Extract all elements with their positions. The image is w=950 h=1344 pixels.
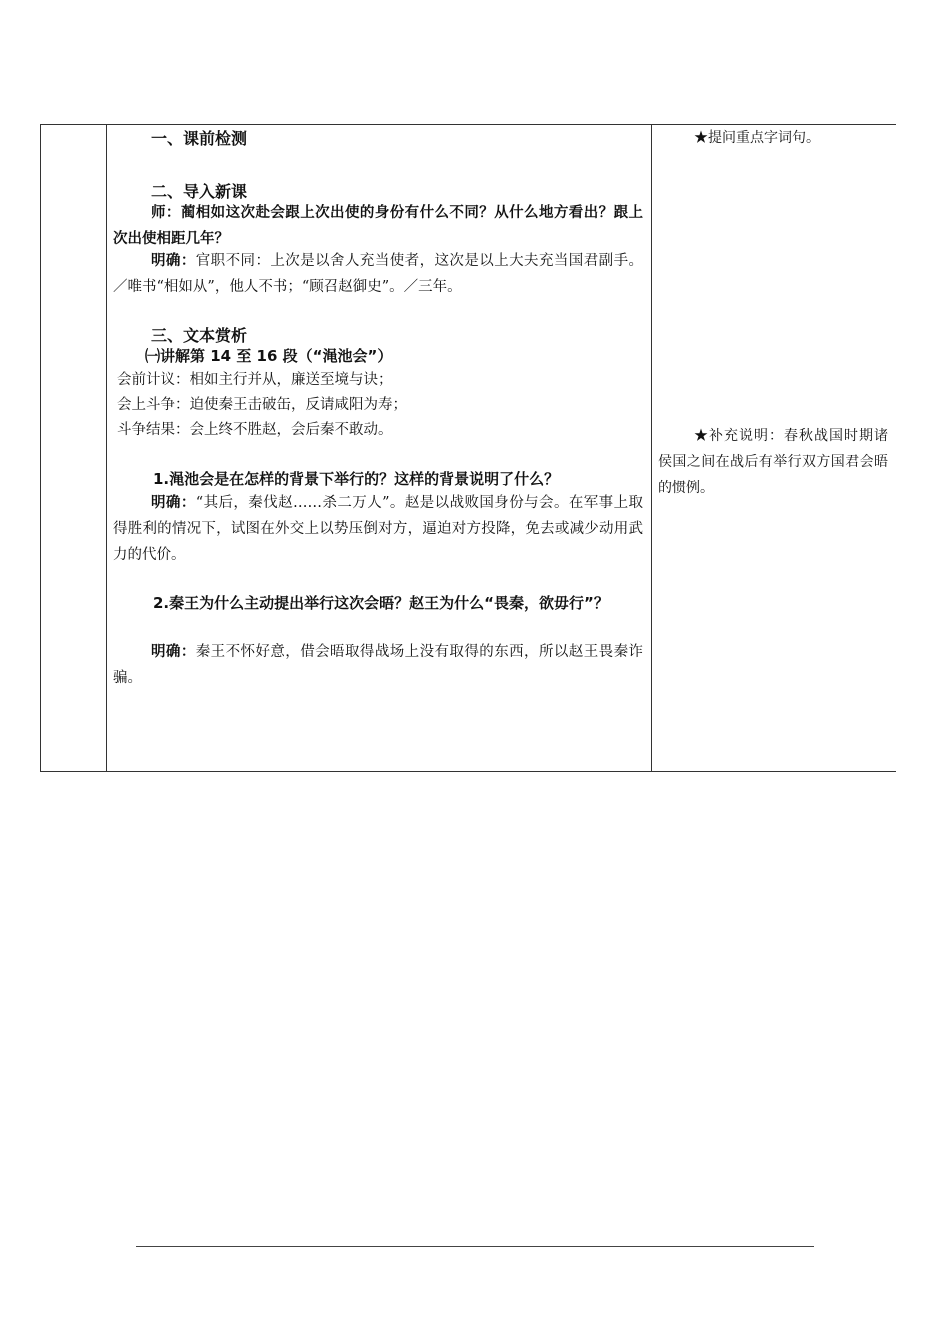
question-1: 1.渑池会是在怎样的背景下举行的？这样的背景说明了什么？ bbox=[153, 470, 560, 488]
question-2-text: 2.秦王为什么主动提出举行这次会晤？赵王为什么“畏秦，欲毋行”？ bbox=[153, 594, 609, 612]
summary-line-2: 会上斗争：迫使秦王击破缶，反请咸阳为寿； bbox=[117, 397, 407, 413]
subsection-title: ㈠讲解第 14 至 16 段（“渑池会”） bbox=[145, 347, 393, 365]
intro-answer bbox=[113, 248, 643, 300]
answer-label: 明确： bbox=[151, 495, 196, 511]
question-1-answer-text: “其后，秦伐赵……杀二万人”。赵是以战败国身份与会。在军事上取得胜利的情况下，试图在外交上以势压倒对方，逼迫对方投降，免去或减少动用武力的代价。 bbox=[113, 495, 644, 563]
column-divider-left bbox=[106, 125, 107, 771]
section-title-3: 三、文本赏析 bbox=[151, 326, 248, 345]
summary-line-1: 会前计议：相如主行并从，廉送至境与诀； bbox=[117, 372, 393, 388]
question-1-answer bbox=[113, 490, 643, 568]
footer-divider bbox=[136, 1246, 814, 1247]
summary-line-3: 斗争结果：会上终不胜赵，会后秦不敢动。 bbox=[117, 422, 393, 438]
answer-label: 明确： bbox=[151, 253, 196, 269]
teacher-label: 师： bbox=[151, 205, 181, 221]
side-note-1: ★提问重点字词句。 bbox=[694, 130, 820, 146]
column-divider-right bbox=[651, 125, 652, 771]
question-2-answer bbox=[113, 639, 643, 691]
side-note-2: ★补充说明：春秋战国时期诸侯国之间在战后有举行双方国君会晤的惯例。 bbox=[658, 428, 888, 496]
question-2 bbox=[113, 590, 643, 617]
intro-answer-text: 官职不同：上次是以舍人充当使者，这次是以上大夫充当国君副手。／唯书“相如从”，他人不书；“顾召赵御史”。／三年。 bbox=[113, 253, 643, 295]
section-title-1: 一、课前检测 bbox=[151, 129, 248, 148]
teacher-question bbox=[113, 200, 643, 252]
answer-label: 明确： bbox=[151, 644, 196, 660]
question-2-answer-text: 秦王不怀好意，借会晤取得战场上没有取得的东西，所以赵王畏秦诈骗。 bbox=[113, 644, 643, 686]
section-title-2: 二、导入新课 bbox=[151, 182, 248, 201]
teacher-question-text: 蔺相如这次赴会跟上次出使的身份有什么不同？从什么地方看出？跟上次出使相距几年？ bbox=[113, 205, 643, 247]
